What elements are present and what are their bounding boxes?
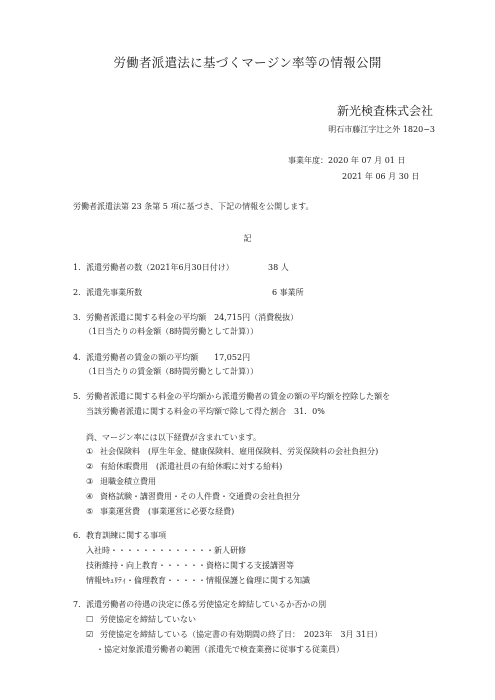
item-1-label: 1．派遣労働者の数（2021年6月30日付け） — [73, 263, 234, 272]
margin-note-intro: 尚、マージン率には以下経費が含まれています。 — [86, 433, 261, 442]
agreement-option-label: 労使協定を締結していない — [100, 615, 196, 624]
education-row: 情報ｾｷｭﾘﾃｨ・倫理教育・・・・・情報保護と倫理に関する知識 — [86, 576, 310, 585]
item-5-line1: 5．労働者派遣に関する料金の平均額から派遣労働者の賃金の額の平均額を控除した額を — [73, 392, 391, 401]
expense-item — [86, 461, 282, 472]
company-address: 明石市藤江字辻之外 1820−3 — [328, 125, 435, 134]
expense-mark: ⑤ — [86, 507, 94, 516]
expense-item — [86, 476, 156, 487]
item-4-line2: （1日当たりの賃金額（8時間労働として計算）） — [84, 367, 259, 376]
expense-mark: ② — [86, 462, 94, 471]
agreement-option-concluded — [86, 629, 382, 640]
item-2-label: 2．派遣先事業所数 — [73, 288, 143, 297]
agreement-scope: ・協定対象派遣労働者の範囲（派遣先で検査業務に従事する従業員） — [96, 645, 344, 654]
education-row: 技術維持・向上教育・・・・・・資格に関する支援講習等 — [86, 561, 294, 570]
item-3-line1: 3．労働者派遣に関する料金の平均額 24,715円（消費税抜） — [73, 313, 299, 322]
ki-heading: 記 — [243, 234, 252, 243]
company-name: 新光検査株式会社 — [336, 104, 433, 118]
item-2-value: 6 事業所 — [272, 288, 304, 297]
agreement-heading: 7．派遣労働者の待遇の決定に係る労使協定を締結しているか否かの別 — [73, 600, 327, 609]
fiscal-year-start: 事業年度：2020 年 07 月 01 日 — [288, 156, 406, 165]
item-3-line2: （1日当たりの料金額（8時間労働として計算）） — [84, 327, 259, 336]
page-title: 労働者派遣法に基づくマージン率等の情報公開 — [113, 55, 382, 70]
item-4-line1: 4．派遣労働者の賃金の額の平均額 17,052円 — [73, 353, 251, 362]
agreement-option-not-concluded — [86, 614, 196, 625]
fiscal-year-end: 2021 年 06 月 30 日 — [342, 172, 420, 181]
item-5-line2: 当該労働者派遣に関する料金の平均額で除して得た割合 31．0% — [86, 407, 325, 416]
expense-text: 社会保険料 (厚生年金、健康保険料、雇用保険料、労災保険料の会社負担分) — [100, 447, 379, 456]
expense-text: 事業運営費 (事業運営に必要な経費) — [100, 507, 235, 516]
expense-text: 資格試験・講習費用・その人件費・交通費の会社負担分 — [100, 492, 300, 501]
education-row: 入社時・・・・・・・・・・・・・新人研修 — [86, 546, 246, 555]
expense-mark: ④ — [86, 492, 94, 501]
expense-mark: ③ — [86, 477, 94, 486]
education-heading: 6．教育訓練に関する事項 — [73, 531, 167, 540]
checkbox-unchecked-icon: ☐ — [86, 615, 94, 624]
expense-item — [86, 446, 378, 457]
expense-text: 退職金積立費用 — [100, 477, 156, 486]
checkbox-checked-icon: ☑ — [86, 630, 94, 639]
expense-item — [86, 506, 234, 517]
expense-text: 有給休暇費用 (派遣社員の有給休暇に対する給料) — [100, 462, 283, 471]
expense-item — [86, 491, 300, 502]
intro-text: 労働者派遣法第 23 条第 5 項に基づき、下記の情報を公開します。 — [73, 202, 314, 211]
agreement-option-label: 労使協定を締結している（協定書の有効期間の終了日： 2023年 3月 31日） — [100, 630, 383, 639]
expense-mark: ① — [86, 447, 94, 456]
item-1-value: 38 人 — [268, 263, 289, 272]
